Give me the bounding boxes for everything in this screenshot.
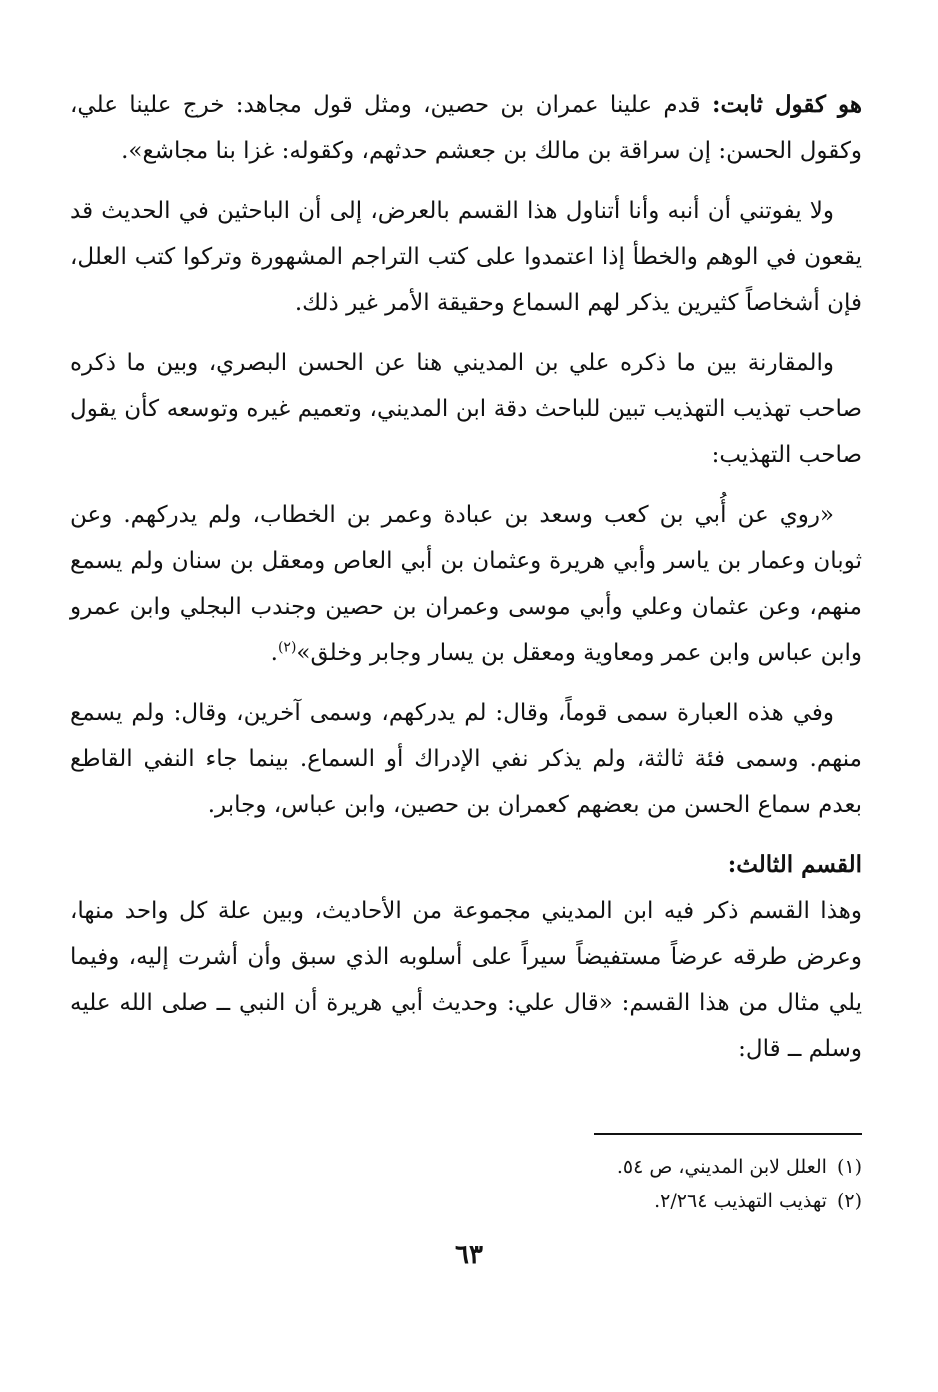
footnote-1-text: العلل لابن المديني، ص ٥٤. — [616, 1156, 827, 1178]
footnote-1 — [70, 1150, 862, 1184]
footnote-1-number: (١) — [836, 1156, 862, 1178]
footnote-divider — [594, 1133, 862, 1135]
quote-text: «روي عن أُبي بن كعب وسعد بن عبادة وعمر بن الخطاب، ولم يدركهم. وعن ثوبان وعمار بن ياسر وأبي هريرة وعثمان بن أبي العاص ومعقل بن سنان ولم يسمع منهم، وعن عثمان وعلي وأبي موسى وعمران بن حصين وجندب البجلي وابن عمرو وابن عباس وابن عمر ومعاوية ومعقل بن يسار وجابر وخلق» — [70, 502, 862, 666]
footnote-2-number: (٢) — [836, 1190, 862, 1212]
paragraph-1-text: قدم علينا عمران بن حصين، ومثل قول مجاهد: خرج علينا علي، وكقول الحسن: إن سراقة بن مالك بن جعشم حدثهم، وكقوله: غزا بنا مجاشع». — [70, 92, 862, 164]
footnote-2-text: تهذيب التهذيب ٢/٢٦٤. — [654, 1190, 827, 1212]
quote-paragraph — [70, 492, 862, 676]
quote-suffix: . — [270, 640, 278, 666]
paragraph-5: وفي هذه العبارة سمى قوماً، وقال: لم يدركهم، وسمى آخرين، وقال: ولم يسمع منهم. وسمى فئة ثالثة، ولم يذكر نفي الإدراك أو السماع. بينما جاء النفي القاطع بعدم سماع الحسن من بعضهم كعمران بن حصين، وابن عباس، وجابر. — [70, 700, 862, 818]
footnote-ref-2: (٢) — [277, 639, 297, 656]
footnotes — [70, 1150, 862, 1218]
section-paragraph: وهذا القسم ذكر فيه ابن المديني مجموعة من الأحاديث، وبين علة كل واحد منها، وعرض طرقه عرضاً مستفيضاً سيراً على أسلوبه الذي سبق وأن أشرت إليه، وفيما يلي مثال من هذا القسم: «قال علي: وحديث أبي هريرة أن النبي ــ صلى الله عليه وسلم ــ قال: — [70, 898, 862, 1062]
paragraph-2: ولا يفوتني أن أنبه وأنا أتناول هذا القسم بالعرض، إلى أن الباحثين في الحديث قد يقعون في الوهم والخطأ إذا اعتمدوا على كتب التراجم المشهورة وتركوا كتب العلل، فإن أشخاصاً كثيرين يذكر لهم السماع وحقيقة الأمر غير ذلك. — [70, 198, 862, 316]
page-number: ٦٣ — [455, 1240, 483, 1270]
paragraph-1 — [70, 82, 862, 174]
paragraph-3: والمقارنة بين ما ذكره علي بن المديني هنا عن الحسن البصري، وبين ما ذكره صاحب تهذيب التهذيب تبين للباحث دقة ابن المديني، وتعميم غيره وتوسعه كأن يقول صاحب التهذيب: — [70, 350, 862, 468]
page-body — [70, 82, 862, 1072]
section-heading: القسم الثالث: — [727, 851, 862, 878]
paragraph-1-prefix: هو كقول ثابت: — [711, 91, 862, 118]
footnote-2 — [70, 1184, 862, 1218]
